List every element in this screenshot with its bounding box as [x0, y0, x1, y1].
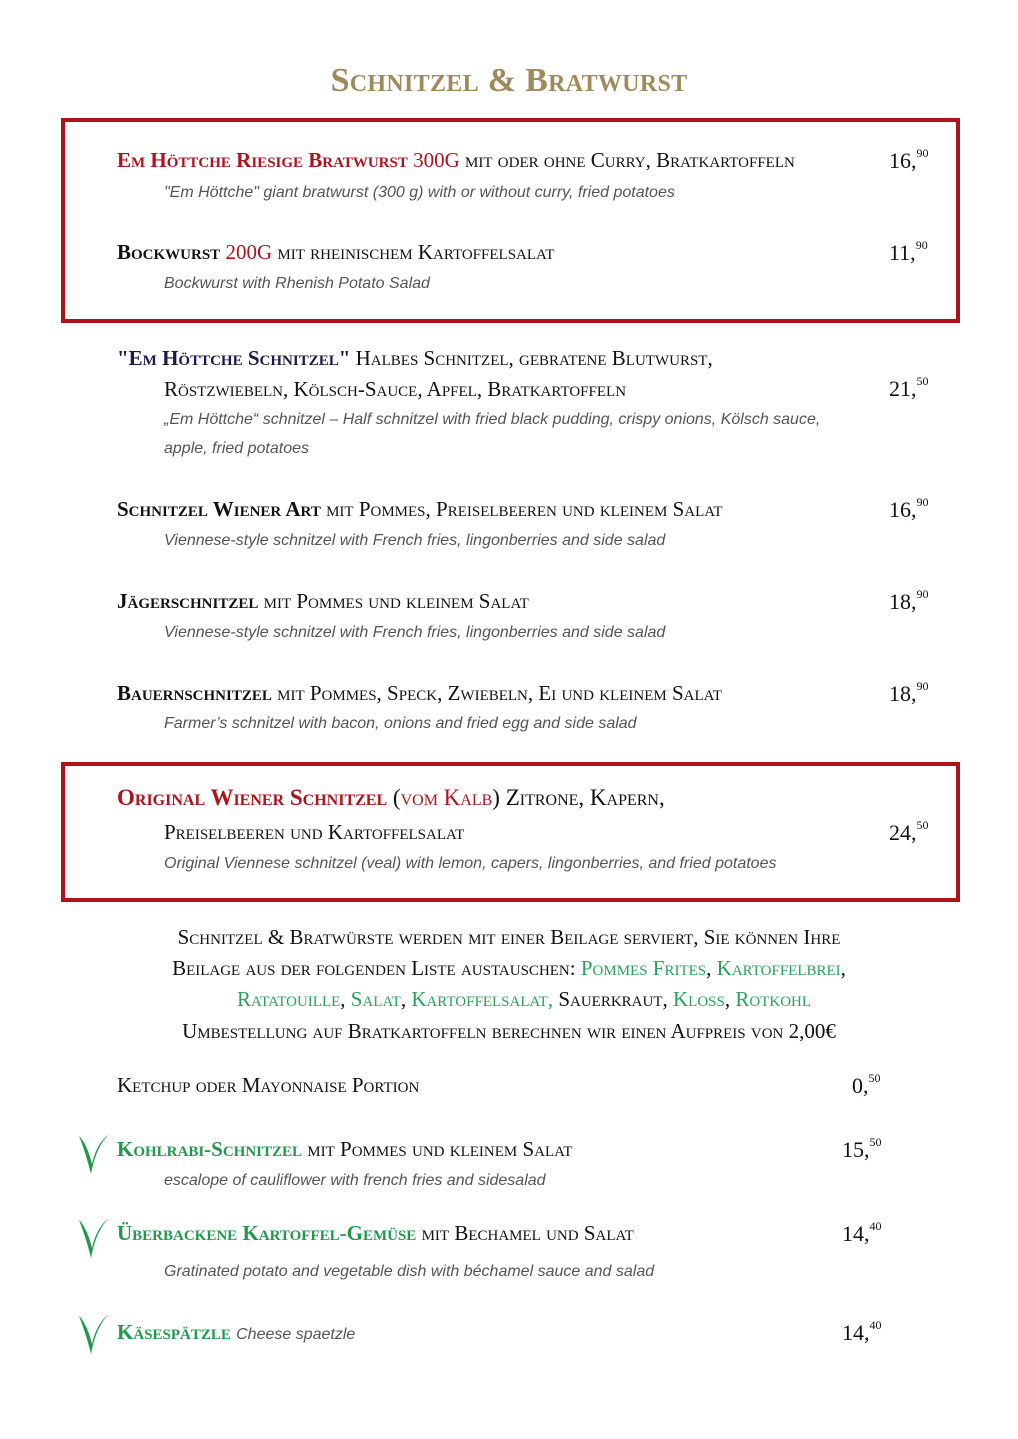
price-main: 18, — [889, 681, 917, 706]
vegetarian-leaf-icon — [75, 1212, 111, 1262]
item-name: Em Höttche Riesige Bratwurst — [117, 148, 408, 172]
menu-item-wiener-art — [117, 497, 723, 522]
side-rotkohl: Rotkohl — [735, 987, 812, 1011]
side-dish-note-line3: Ratatouille, Salat, Kartoffelsalat, Sauerkraut, Kloß, Rotkohl — [236, 987, 812, 1011]
price-main: 16, — [889, 497, 917, 522]
price-bockwurst — [889, 237, 928, 266]
price-cents: 90 — [916, 145, 929, 160]
price-hoettche-schnitzel — [889, 373, 929, 402]
page-title: Schnitzel & Bratwurst — [330, 62, 688, 99]
item-name: Käsespätzle — [117, 1320, 231, 1344]
menu-item-hoettche-schnitzel — [117, 346, 713, 371]
note-prefix: Beilage aus der folgenden Liste austauschen: — [172, 956, 576, 980]
item-desc-line2: Röstzwiebeln, Kölsch-Sauce, Apfel, Bratkartoffeln — [164, 377, 627, 401]
extra-ketchup: Ketchup oder Mayonnaise Portion — [117, 1073, 420, 1097]
menu-item-ueberbackene — [117, 1221, 634, 1246]
item-desc: mit Pommes, Speck, Zwiebeln, Ei und kleinem Salat — [277, 681, 722, 705]
price-main: 21, — [889, 376, 917, 401]
side-pommes: Pommes Frites — [580, 956, 707, 980]
item-name: Überbackene Kartoffel-Gemüse — [117, 1221, 417, 1245]
price-cents: 50 — [916, 373, 929, 388]
item-desc: Zitrone, Kapern, — [505, 785, 665, 810]
item-name: Jägerschnitzel — [117, 589, 259, 613]
price-bratwurst — [889, 145, 929, 174]
price-cents: 50 — [916, 817, 929, 832]
price-cents: 40 — [869, 1218, 882, 1233]
price-cents: 90 — [915, 237, 928, 252]
price-cents: 90 — [916, 678, 929, 693]
item-name: Bauernschnitzel — [117, 681, 272, 705]
item-en-hoettche-1: „Em Höttche“ schnitzel – Half schnitzel with fried black pudding, crispy onions, Kölsch sauce, — [164, 411, 821, 428]
surcharge-note: Umbestellung auf Bratkartoffeln berechnen wir einen Aufpreis von 2,00€ — [182, 1019, 836, 1043]
item-desc: mit Pommes und kleinem Salat — [307, 1137, 573, 1161]
price-main: 16, — [889, 148, 917, 173]
price-cents: 90 — [916, 494, 929, 509]
item-en-bockwurst: Bockwurst with Rhenish Potato Salad — [164, 275, 430, 292]
price-main: 14, — [842, 1320, 870, 1345]
paren-close: ) — [492, 785, 500, 810]
item-veal: vom Kalb — [400, 785, 493, 810]
price-main: 24, — [889, 820, 917, 845]
side-dish-note-line1: Schnitzel & Bratwürste werden mit einer Beilage serviert, Sie können Ihre — [177, 925, 841, 949]
side-salat: Salat — [350, 987, 401, 1011]
menu-item-bauern — [117, 681, 722, 706]
price-main: 15, — [842, 1137, 870, 1162]
side-kartoffelbrei: Kartoffelbrei — [716, 956, 841, 980]
item-desc: mit Pommes, Preiselbeeren und kleinem Salat — [326, 497, 723, 521]
menu-item-kaesespaetzle — [117, 1320, 355, 1345]
item-en-original-wiener: Original Viennese schnitzel (veal) with lemon, capers, lingonberries, and fried potatoes — [164, 855, 777, 872]
item-name: "Em Höttche Schnitzel" — [117, 346, 351, 370]
side-kloss: Kloß — [673, 987, 725, 1011]
price-main: 11, — [889, 240, 916, 265]
item-en-ueberbackene: Gratinated potato and vegetable dish with béchamel sauce and salad — [164, 1263, 655, 1280]
side-kartoffelsalat: Kartoffelsalat, — [411, 987, 554, 1011]
item-weight: 200G — [225, 240, 273, 264]
item-en: Cheese spaetzle — [236, 1326, 356, 1343]
menu-item-original-wiener — [117, 785, 665, 811]
item-name: Bockwurst — [117, 240, 221, 264]
item-desc: mit oder ohne Curry, Bratkartoffeln — [465, 148, 795, 172]
item-weight: 300G — [413, 148, 460, 172]
item-desc: Halbes Schnitzel, gebratene Blutwurst, — [355, 346, 713, 370]
item-name: Original Wiener Schnitzel — [117, 785, 388, 810]
price-cents: 90 — [916, 586, 929, 601]
price-main: 18, — [889, 589, 917, 614]
item-name: Schnitzel Wiener Art — [117, 497, 321, 521]
item-en-wiener-art: Viennese-style schnitzel with French fries, lingonberries and side salad — [164, 532, 666, 549]
item-en-kohlrabi: escalope of cauliflower with french fries and sidesalad — [164, 1172, 546, 1189]
price-cents: 50 — [868, 1070, 881, 1085]
side-ratatouille: Ratatouille — [236, 987, 341, 1011]
item-en-jaeger: Viennese-style schnitzel with French fries, lingonberries and side salad — [164, 624, 666, 641]
price-cents: 40 — [869, 1317, 882, 1332]
menu-item-bockwurst — [117, 240, 554, 265]
item-desc: mit rheinischem Kartoffelsalat — [277, 240, 555, 264]
item-en-bratwurst: "Em Höttche" giant bratwurst (300 g) with or without curry, fried potatoes — [164, 184, 675, 201]
price-ueberbackene — [842, 1218, 882, 1247]
menu-item-jaeger — [117, 589, 529, 614]
price-bauern — [889, 678, 929, 707]
vegetarian-leaf-icon — [75, 1128, 111, 1178]
price-ketchup — [852, 1070, 881, 1099]
menu-item-bratwurst — [117, 148, 795, 173]
menu-item-kohlrabi — [117, 1137, 572, 1162]
side-dish-note-line2: Beilage aus der folgenden Liste austauschen: Pommes Frites, Kartoffelbrei, — [172, 956, 846, 980]
price-kaesespaetzle — [842, 1317, 882, 1346]
price-original-wiener — [889, 817, 929, 846]
item-desc-line2: Preiselbeeren und Kartoffelsalat — [164, 820, 465, 844]
price-main: 14, — [842, 1221, 870, 1246]
price-cents: 50 — [869, 1134, 882, 1149]
item-en-hoettche-2: apple, fried potatoes — [164, 440, 309, 457]
item-desc: mit Bechamel und Salat — [421, 1221, 634, 1245]
vegetarian-leaf-icon — [75, 1308, 111, 1358]
item-en-bauern: Farmer’s schnitzel with bacon, onions and fried egg and side salad — [164, 715, 637, 732]
price-wiener-art — [889, 494, 929, 523]
price-main: 0, — [852, 1073, 869, 1098]
paren-open: ( — [392, 785, 401, 810]
price-kohlrabi — [842, 1134, 882, 1163]
price-jaeger — [889, 586, 929, 615]
item-name: Kohlrabi-Schnitzel — [117, 1137, 303, 1161]
side-sauerkraut: Sauerkraut — [558, 987, 663, 1011]
item-desc: mit Pommes und kleinem Salat — [263, 589, 529, 613]
